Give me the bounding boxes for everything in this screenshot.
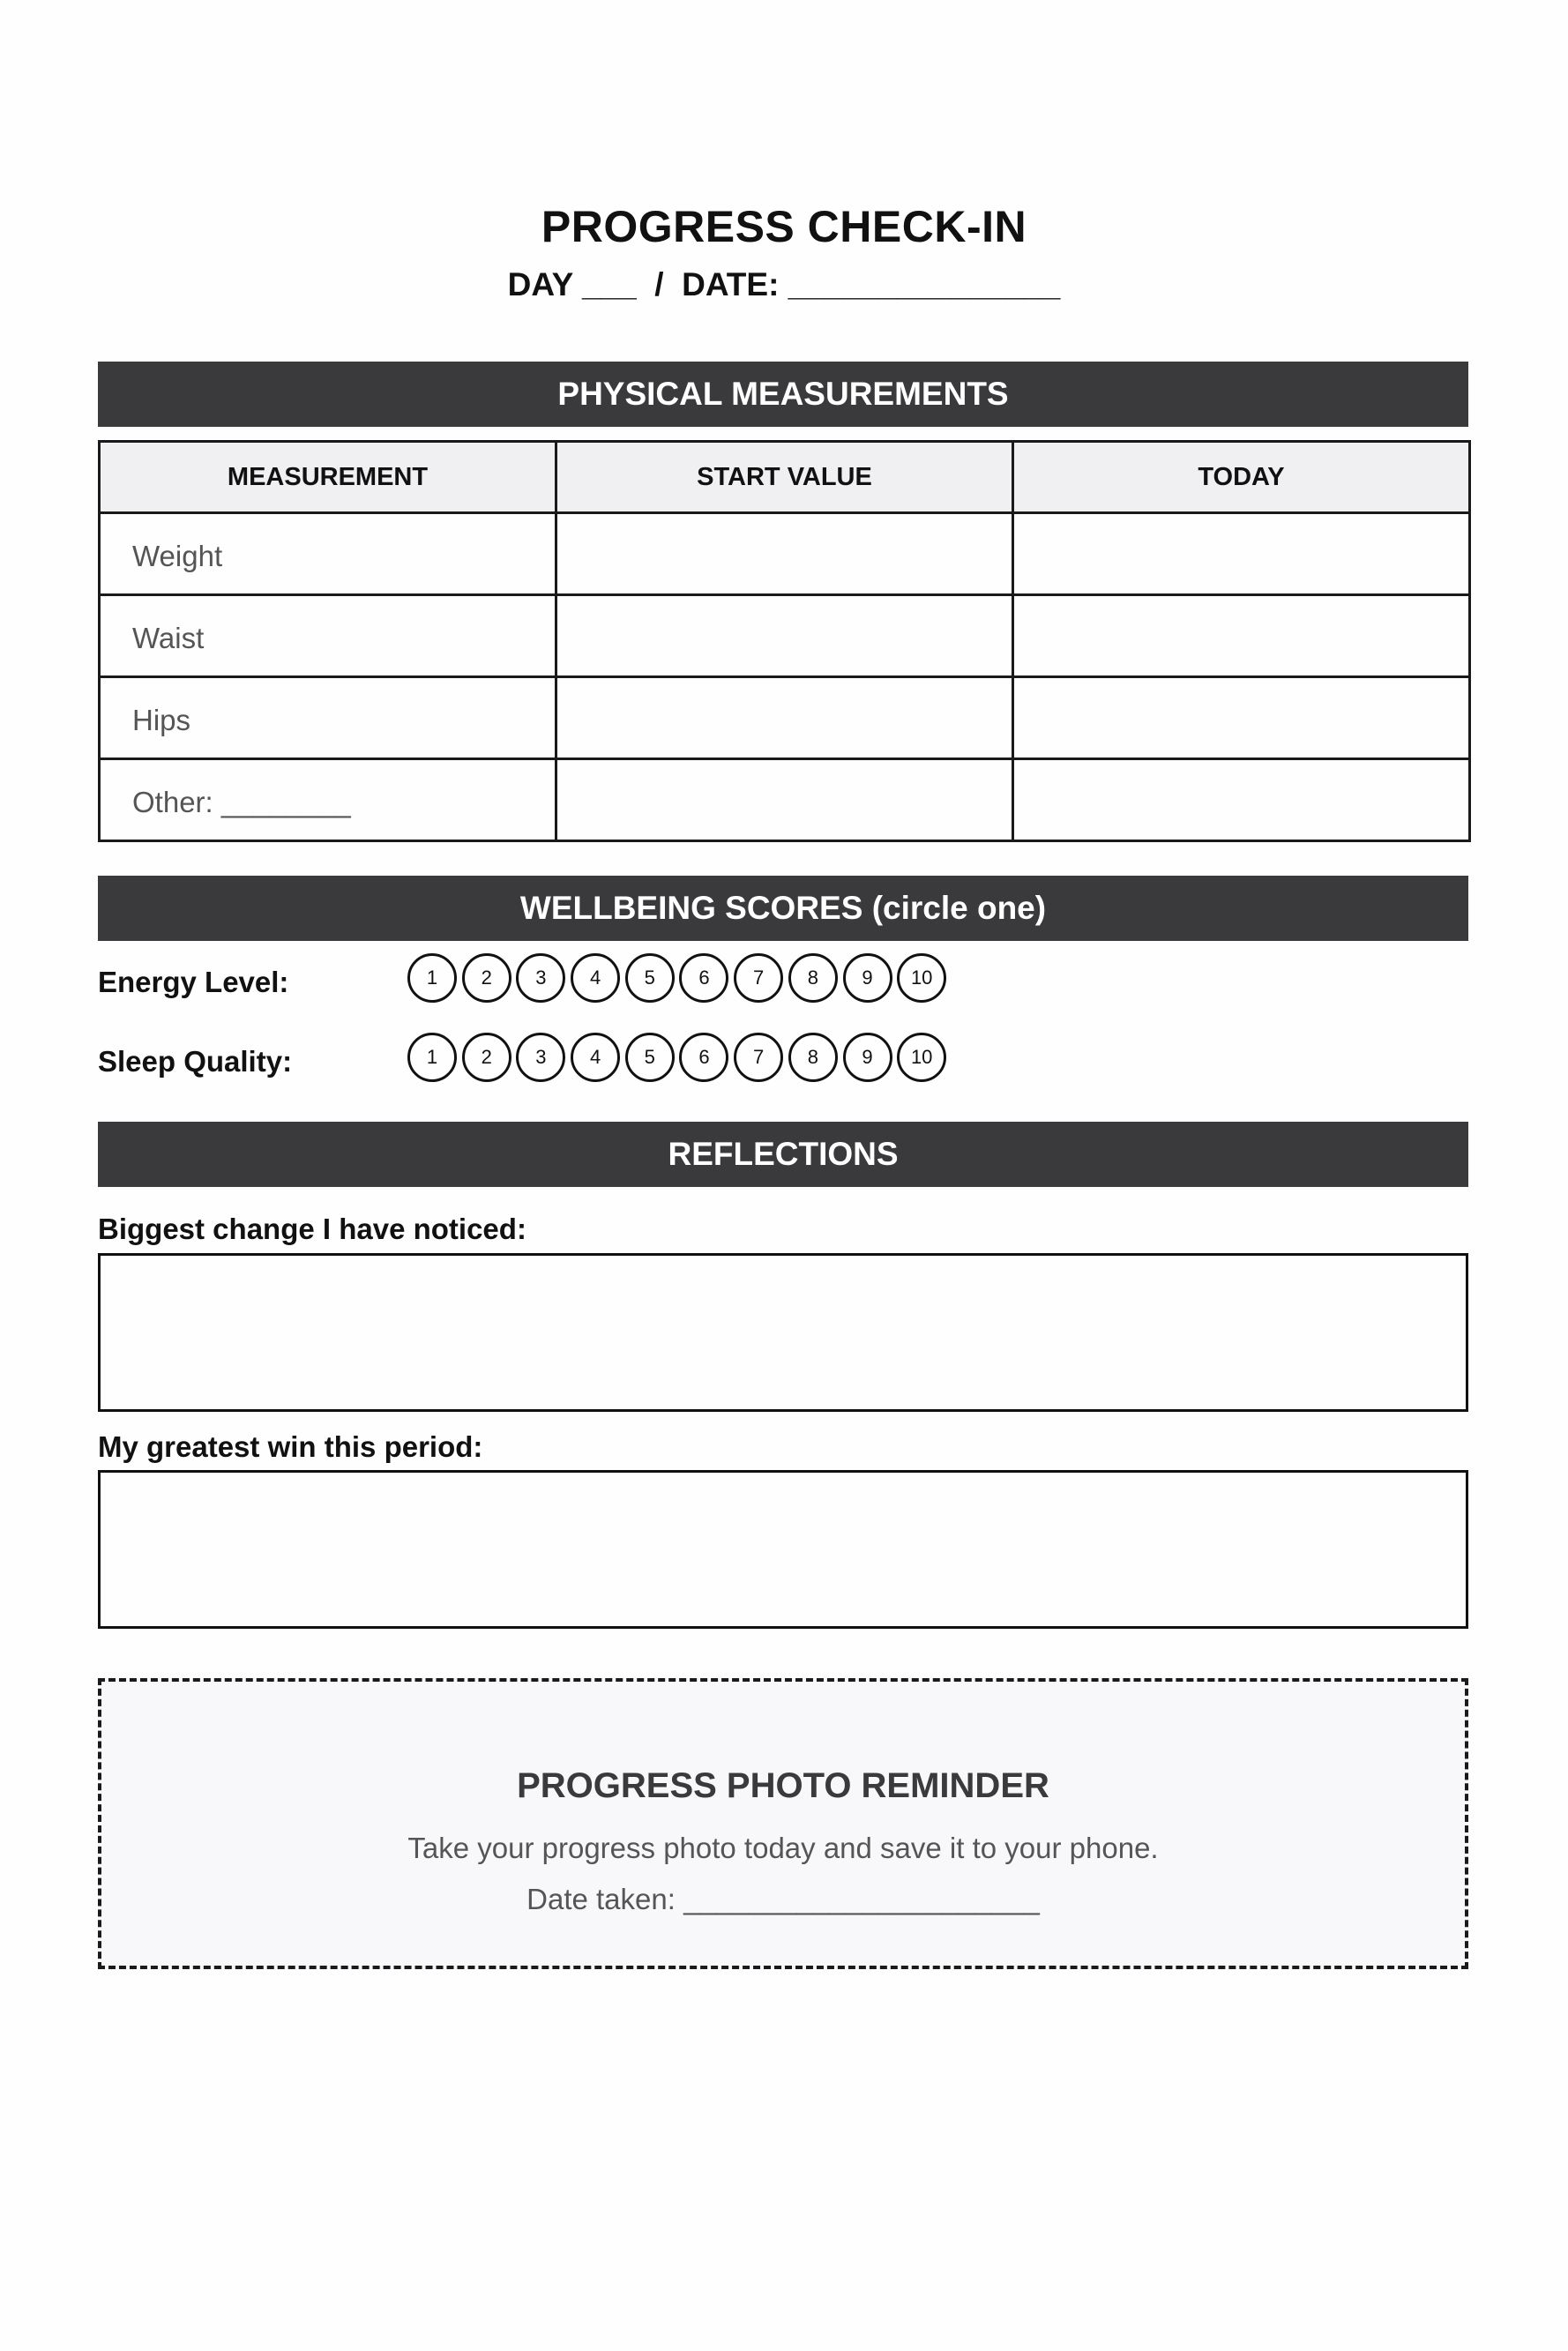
sleep-option-8[interactable]: 8 <box>788 1033 838 1082</box>
row-label-weight: Weight <box>100 513 556 595</box>
column-header-today: TODAY <box>1013 442 1470 513</box>
energy-option-1[interactable]: 1 <box>407 953 457 1003</box>
table-row <box>100 595 1470 677</box>
energy-option-6[interactable]: 6 <box>679 953 728 1003</box>
energy-option-5[interactable]: 5 <box>625 953 675 1003</box>
energy-level-label: Energy Level: <box>98 966 289 998</box>
energy-option-8[interactable]: 8 <box>788 953 838 1003</box>
weight-today-cell[interactable] <box>1013 513 1470 595</box>
table-row <box>100 513 1470 595</box>
sleep-option-4[interactable]: 4 <box>571 1033 620 1082</box>
row-label-waist: Waist <box>100 595 556 677</box>
waist-today-cell[interactable] <box>1013 595 1470 677</box>
sleep-option-2[interactable]: 2 <box>462 1033 511 1082</box>
date-taken-field[interactable]: Date taken: ______________________ <box>526 1883 1040 1915</box>
table-row <box>100 677 1470 759</box>
energy-option-7[interactable]: 7 <box>734 953 783 1003</box>
greatest-win-box[interactable] <box>98 1470 1468 1629</box>
column-header-measurement: MEASUREMENT <box>100 442 556 513</box>
sleep-option-5[interactable]: 5 <box>625 1033 675 1082</box>
energy-option-3[interactable]: 3 <box>516 953 565 1003</box>
sleep-option-3[interactable]: 3 <box>516 1033 565 1082</box>
hips-start-cell[interactable] <box>556 677 1013 759</box>
sleep-option-7[interactable]: 7 <box>734 1033 783 1082</box>
sleep-option-6[interactable]: 6 <box>679 1033 728 1082</box>
column-header-start-value: START VALUE <box>556 442 1013 513</box>
energy-level-scale <box>407 953 952 1003</box>
energy-option-2[interactable]: 2 <box>462 953 511 1003</box>
day-date-line[interactable]: DAY ___ / DATE: _______________ <box>507 266 1061 302</box>
wellbeing-scores-header: WELLBEING SCORES (circle one) <box>98 876 1468 941</box>
other-today-cell[interactable] <box>1013 759 1470 841</box>
hips-today-cell[interactable] <box>1013 677 1470 759</box>
photo-reminder-title: PROGRESS PHOTO REMINDER <box>517 1766 1049 1805</box>
physical-measurements-header: PHYSICAL MEASUREMENTS <box>98 362 1468 427</box>
page-title: PROGRESS CHECK-IN <box>541 202 1027 251</box>
biggest-change-box[interactable] <box>98 1253 1468 1412</box>
greatest-win-label: My greatest win this period: <box>98 1430 483 1463</box>
biggest-change-label: Biggest change I have noticed: <box>98 1213 526 1245</box>
waist-start-cell[interactable] <box>556 595 1013 677</box>
other-start-cell[interactable] <box>556 759 1013 841</box>
table-header-row <box>100 442 1470 513</box>
photo-reminder-box <box>98 1678 1468 1969</box>
measurements-table <box>98 440 1471 842</box>
energy-option-10[interactable]: 10 <box>897 953 946 1003</box>
row-label-hips: Hips <box>100 677 556 759</box>
row-label-other[interactable]: Other: ________ <box>100 759 556 841</box>
reflections-header: REFLECTIONS <box>98 1122 1468 1187</box>
sleep-quality-label: Sleep Quality: <box>98 1045 293 1078</box>
sleep-quality-scale <box>407 1033 952 1082</box>
sleep-option-1[interactable]: 1 <box>407 1033 457 1082</box>
energy-option-9[interactable]: 9 <box>843 953 892 1003</box>
photo-reminder-text: Take your progress photo today and save it to your phone. <box>407 1832 1159 1864</box>
sleep-option-10[interactable]: 10 <box>897 1033 946 1082</box>
sleep-option-9[interactable]: 9 <box>843 1033 892 1082</box>
energy-option-4[interactable]: 4 <box>571 953 620 1003</box>
weight-start-cell[interactable] <box>556 513 1013 595</box>
table-row <box>100 759 1470 841</box>
